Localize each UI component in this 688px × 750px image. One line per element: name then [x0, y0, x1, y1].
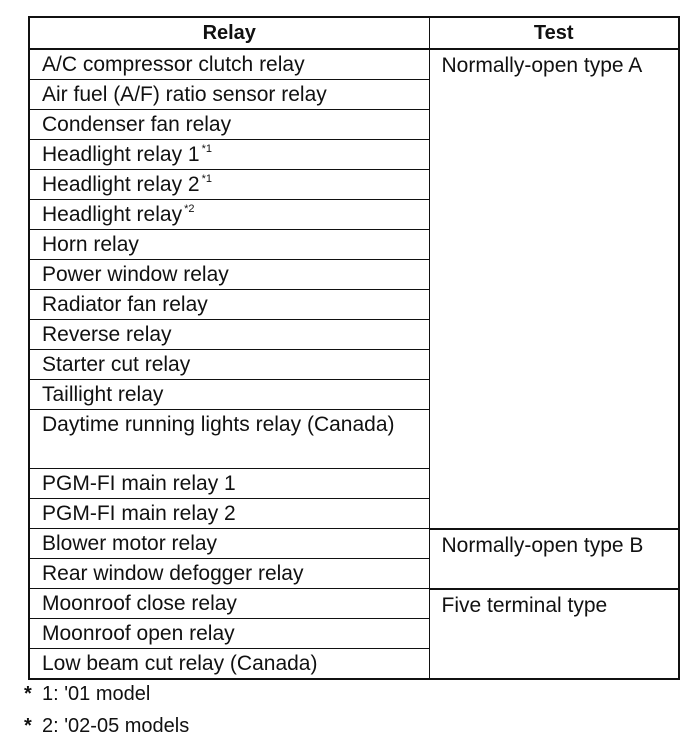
- relay-name-cell: [29, 290, 429, 320]
- relay-name-cell: [29, 80, 429, 110]
- relay-name: Starter cut relay: [42, 353, 191, 376]
- relay-test-table: [28, 16, 680, 680]
- relay-name-cell: [29, 230, 429, 260]
- footnote-mark: *: [24, 715, 32, 737]
- relay-name-cell: [29, 320, 429, 350]
- relay-name-cell: [29, 529, 429, 559]
- footnote-marker: *1: [201, 173, 212, 185]
- relay-name: Reverse relay: [42, 323, 172, 346]
- relay-name: Condenser fan relay: [42, 113, 232, 136]
- relay-name: Headlight relay: [42, 203, 183, 226]
- relay-name-cell: [29, 350, 429, 380]
- relay-name-cell: [29, 469, 429, 499]
- footnote-marker: *2: [184, 203, 195, 215]
- relay-name: Moonroof close relay: [42, 592, 237, 615]
- footnote-mark: *: [24, 683, 32, 705]
- relay-name: PGM-FI main relay 2: [42, 502, 236, 525]
- relay-name-cell: [29, 410, 429, 469]
- relay-name: Blower motor relay: [42, 532, 218, 555]
- table-header-row: [29, 17, 679, 49]
- relay-name: Air fuel (A/F) ratio sensor relay: [42, 83, 327, 106]
- relay-name-cell: [29, 559, 429, 589]
- relay-name: Taillight relay: [42, 383, 164, 406]
- test-type-cell: Normally-open type B: [429, 529, 679, 589]
- relay-name: Rear window defogger relay: [42, 562, 304, 585]
- relay-name-cell: [29, 589, 429, 619]
- footnote-marker: *1: [201, 143, 212, 155]
- relay-name-cell: [29, 200, 429, 230]
- table-row: [29, 529, 679, 559]
- table-row: [29, 589, 679, 619]
- relay-column-header: Relay: [29, 17, 429, 49]
- relay-name-cell: [29, 170, 429, 200]
- relay-name: Radiator fan relay: [42, 293, 208, 316]
- footnote-text: 1: '01 model: [42, 683, 151, 705]
- test-type-cell: Five terminal type: [429, 589, 679, 680]
- relay-name-cell: [29, 49, 429, 80]
- footnote: [24, 678, 189, 710]
- relay-name: Low beam cut relay (Canada): [42, 652, 318, 675]
- relay-name-cell: [29, 499, 429, 529]
- footnote: [24, 710, 189, 742]
- footnotes: [24, 678, 189, 742]
- table-body: [29, 49, 679, 679]
- test-type-cell: Normally-open type A: [429, 49, 679, 529]
- relay-name-cell: [29, 649, 429, 680]
- relay-name: Daytime running lights relay (Canada): [42, 413, 395, 436]
- relay-name: A/C compressor clutch relay: [42, 53, 305, 76]
- test-column-header: Test: [429, 17, 679, 49]
- footnote-text: 2: '02-05 models: [42, 715, 190, 737]
- relay-name: Headlight relay 1: [42, 143, 200, 166]
- relay-name-cell: [29, 260, 429, 290]
- relay-name-cell: [29, 110, 429, 140]
- table-row: [29, 49, 679, 80]
- relay-name-cell: [29, 140, 429, 170]
- relay-name: PGM-FI main relay 1: [42, 472, 236, 495]
- relay-name: Moonroof open relay: [42, 622, 235, 645]
- relay-name-cell: [29, 619, 429, 649]
- relay-name-cell: [29, 380, 429, 410]
- relay-name: Headlight relay 2: [42, 173, 200, 196]
- relay-name: Power window relay: [42, 263, 229, 286]
- relay-name: Horn relay: [42, 233, 139, 256]
